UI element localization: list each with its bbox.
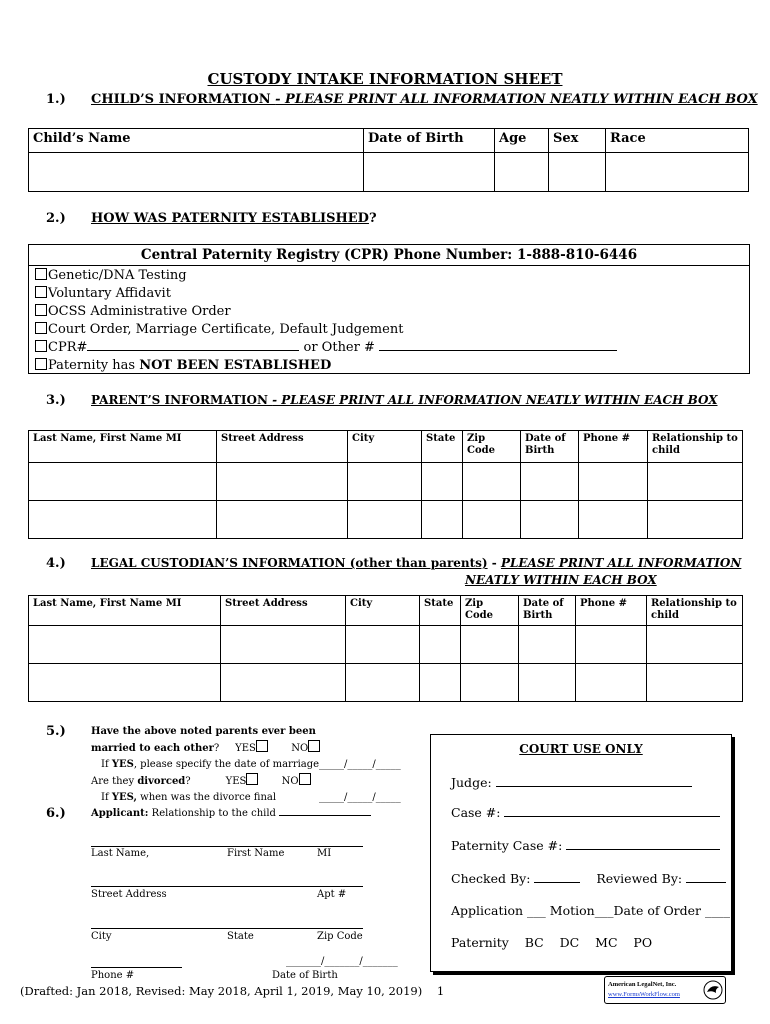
checked-row	[451, 871, 726, 886]
question-mark: ?	[185, 776, 191, 787]
col-age: Age	[495, 129, 549, 153]
mi-label: MI	[317, 848, 332, 859]
cell[interactable]	[461, 626, 519, 664]
zip-label: Zip Code	[317, 931, 363, 942]
judge-field[interactable]	[496, 786, 692, 787]
parents-table	[28, 430, 743, 539]
col-relationship: Relationship to child	[648, 431, 743, 463]
cell[interactable]	[221, 626, 346, 664]
other-number-field[interactable]	[379, 350, 617, 351]
cell[interactable]	[348, 501, 422, 539]
dob-field[interactable]: _______/_______/_______	[286, 956, 398, 967]
case-field[interactable]	[504, 816, 720, 817]
paternity-row	[451, 935, 652, 950]
city-label: City	[91, 931, 112, 942]
divorce-date-field[interactable]: _____/_____/_____	[319, 792, 401, 803]
cell[interactable]	[29, 626, 221, 664]
cpr-number-field[interactable]	[87, 350, 299, 351]
case-row	[451, 805, 720, 820]
section-6-number: 6.)	[46, 806, 66, 821]
col-state: State	[422, 431, 463, 463]
race-field[interactable]	[606, 153, 749, 192]
code-mc[interactable]: MC	[595, 935, 618, 950]
paternity-case-field[interactable]	[566, 849, 720, 850]
court-use-box	[430, 734, 732, 972]
section-1-note: - PLEASE PRINT ALL INFORMATION NEATLY WITHIN EACH BOX	[275, 92, 758, 107]
q-married-line1: Have the above noted parents ever been	[91, 726, 316, 737]
section-4-number: 4.)	[46, 556, 66, 571]
revision-text: (Drafted: Jan 2018, Revised: May 2018, April 1, 2019, May 10, 2019)	[20, 984, 423, 998]
code-po[interactable]: PO	[633, 935, 653, 950]
paternity-case-row	[451, 838, 720, 853]
section-2-title: HOW WAS PATERNITY ESTABLISHED	[91, 211, 369, 226]
checkbox[interactable]	[35, 322, 47, 334]
col-name: Last Name, First Name MI	[29, 596, 221, 626]
section-1-title: CHILD’S INFORMATION	[91, 92, 276, 107]
cpr-phone-header: Central Paternity Registry (CPR) Phone Number: 1-888-810-6446	[29, 245, 749, 266]
marriage-date-line	[91, 757, 421, 773]
page-title: CUSTODY INTAKE INFORMATION SHEET	[207, 70, 563, 88]
table-row	[29, 664, 743, 702]
col-relationship: Relationship to child	[647, 596, 743, 626]
cell[interactable]	[463, 501, 521, 539]
first-name-label: First Name	[227, 848, 285, 859]
col-city: City	[348, 431, 422, 463]
q-divorced	[91, 773, 421, 790]
option-cpr[interactable]	[29, 339, 749, 357]
section-1-number: 1.)	[46, 92, 66, 107]
paternity-box	[28, 244, 750, 374]
table-row	[29, 463, 743, 501]
cell[interactable]	[346, 626, 420, 664]
cell[interactable]	[647, 664, 743, 702]
code-dc[interactable]: DC	[559, 935, 580, 950]
cell[interactable]	[576, 664, 647, 702]
section-4-heading	[91, 556, 741, 570]
case-label: Case #:	[451, 805, 501, 820]
section-4-title: LEGAL CUSTODIAN’S INFORMATION (other than parents)	[91, 556, 488, 570]
col-phone: Phone #	[579, 431, 648, 463]
option-voluntary[interactable]	[29, 285, 749, 303]
no-label: NO	[281, 776, 299, 787]
checkbox[interactable]	[35, 286, 47, 298]
cell[interactable]	[422, 463, 463, 501]
col-race: Race	[606, 129, 749, 153]
checked-by-field[interactable]	[534, 882, 580, 883]
divorced-bold: divorced	[137, 776, 186, 787]
application-row: Application ___ Motion___Date of Order ____	[451, 903, 731, 918]
last-name-label: Last Name,	[91, 848, 150, 859]
judge-row	[451, 775, 692, 790]
option-label: Court Order, Marriage Certificate, Default Judgement	[48, 322, 404, 337]
section-3-title: PARENT’S INFORMATION	[91, 393, 273, 407]
col-zip: Zip Code	[463, 431, 521, 463]
phone-label: Phone #	[91, 970, 135, 981]
table-row	[29, 626, 743, 664]
age-field[interactable]	[495, 153, 549, 192]
cell[interactable]	[648, 501, 743, 539]
section-3-number: 3.)	[46, 393, 66, 408]
sex-field[interactable]	[549, 153, 606, 192]
cell[interactable]	[519, 626, 576, 664]
cell[interactable]	[420, 664, 461, 702]
marriage-date-field[interactable]: _____/_____/_____	[319, 759, 401, 770]
col-street: Street Address	[217, 431, 348, 463]
col-name: Last Name, First Name MI	[29, 431, 217, 463]
dob-label: Date of Birth	[272, 970, 338, 981]
married-no-checkbox[interactable]	[308, 740, 320, 752]
divorced-no-checkbox[interactable]	[299, 773, 311, 785]
cell[interactable]	[579, 463, 648, 501]
option-label-bold: NOT BEEN ESTABLISHED	[139, 358, 332, 373]
apt-label: Apt #	[317, 889, 347, 900]
divorced-yes-checkbox[interactable]	[246, 773, 258, 785]
cell[interactable]	[647, 626, 743, 664]
childs-name-field[interactable]	[29, 153, 364, 192]
option-ocss[interactable]	[29, 303, 749, 321]
cell[interactable]	[221, 664, 346, 702]
section-3-note: - PLEASE PRINT ALL INFORMATION NEATLY WITHIN EACH BOX	[272, 393, 718, 407]
checkbox[interactable]	[35, 304, 47, 316]
cell[interactable]	[217, 501, 348, 539]
judge-label: Judge:	[451, 775, 492, 790]
section-3-heading	[91, 393, 718, 407]
logo-company: American LegalNet, Inc.	[608, 981, 677, 988]
legalnet-logo	[604, 976, 726, 1004]
option-label: OCSS Administrative Order	[48, 304, 231, 319]
applicant-line	[91, 806, 371, 822]
applicant-label: Applicant:	[91, 808, 149, 819]
checkbox[interactable]	[35, 358, 47, 370]
cell[interactable]	[348, 463, 422, 501]
cell[interactable]	[29, 664, 221, 702]
cell[interactable]	[29, 501, 217, 539]
checked-by-label: Checked By:	[451, 871, 531, 886]
question-mark: ?	[368, 211, 377, 226]
option-court-order[interactable]	[29, 321, 749, 339]
col-sex: Sex	[549, 129, 606, 153]
section-2-number: 2.)	[46, 211, 66, 226]
cell[interactable]	[579, 501, 648, 539]
logo-url: www.FormsWorkFlow.com	[608, 991, 680, 998]
code-bc[interactable]: BC	[524, 935, 544, 950]
col-dob: Date of Birth	[519, 596, 576, 626]
yes-bold: YES	[111, 759, 134, 770]
option-genetic[interactable]	[29, 266, 749, 285]
child-info-table	[28, 128, 749, 192]
q-married-text: married to each other	[91, 743, 214, 754]
street-label: Street Address	[91, 889, 167, 900]
checkbox[interactable]	[35, 268, 47, 280]
option-not-established[interactable]	[29, 357, 749, 375]
reviewed-by-field[interactable]	[686, 882, 726, 883]
cell[interactable]	[521, 463, 579, 501]
court-use-title: COURT USE ONLY	[519, 742, 643, 756]
col-street: Street Address	[221, 596, 346, 626]
relationship-label: Relationship to the child	[148, 808, 276, 819]
col-phone: Phone #	[576, 596, 647, 626]
state-label: State	[227, 931, 254, 942]
option-label: Voluntary Affidavit	[48, 286, 171, 301]
cell[interactable]	[217, 463, 348, 501]
dash: -	[487, 556, 501, 570]
divorced-label: Are they	[91, 776, 138, 787]
paternity-case-label: Paternity Case #:	[451, 838, 563, 853]
col-childs-name: Child’s Name	[29, 129, 364, 153]
cpr-label: CPR#	[48, 340, 88, 355]
page-number: 1	[436, 984, 445, 998]
cell[interactable]	[422, 501, 463, 539]
marriage-date-label: , please specify the date of marriage	[133, 759, 320, 770]
section-2-heading	[91, 211, 377, 226]
marriage-questions	[91, 724, 421, 806]
option-label: Paternity has	[48, 358, 140, 373]
cell[interactable]	[461, 664, 519, 702]
cell[interactable]	[648, 463, 743, 501]
custodian-table	[28, 595, 743, 702]
married-yes-checkbox[interactable]	[256, 740, 268, 752]
table-row	[29, 501, 743, 539]
cell[interactable]	[346, 664, 420, 702]
divorce-date-label: when was the divorce final	[136, 792, 277, 803]
yes-label: YES	[225, 776, 247, 787]
no-label: NO	[291, 743, 309, 754]
paternity-label: Paternity	[451, 935, 509, 950]
footer-revision	[20, 984, 444, 998]
yes-label: YES	[235, 743, 256, 754]
relationship-field[interactable]	[279, 815, 371, 816]
cell[interactable]	[519, 664, 576, 702]
q-married-line2: married to each other? YES NO	[91, 740, 421, 757]
cell[interactable]	[29, 463, 217, 501]
eagle-seal-icon	[703, 980, 723, 1000]
cell[interactable]	[463, 463, 521, 501]
if-label: If	[101, 759, 112, 770]
other-label: or Other #	[299, 340, 379, 355]
col-city: City	[346, 596, 420, 626]
if-label: If	[101, 792, 112, 803]
reviewed-by-label: Reviewed By:	[596, 871, 683, 886]
col-state: State	[420, 596, 461, 626]
checkbox[interactable]	[35, 340, 47, 352]
col-dob: Date of Birth	[521, 431, 579, 463]
section-1-heading	[91, 92, 758, 107]
section-4-note: PLEASE PRINT ALL INFORMATION	[500, 556, 742, 570]
col-date-of-birth: Date of Birth	[364, 129, 495, 153]
section-4-note-2: NEATLY WITHIN EACH BOX	[465, 573, 657, 587]
cell[interactable]	[576, 626, 647, 664]
dob-field[interactable]	[364, 153, 495, 192]
cell[interactable]	[521, 501, 579, 539]
section-5-number: 5.)	[46, 724, 66, 739]
yes-bold: YES,	[111, 792, 137, 803]
cell[interactable]	[420, 626, 461, 664]
option-label: Genetic/DNA Testing	[48, 268, 187, 283]
col-zip: Zip Code	[461, 596, 519, 626]
divorce-date-line	[91, 790, 421, 806]
